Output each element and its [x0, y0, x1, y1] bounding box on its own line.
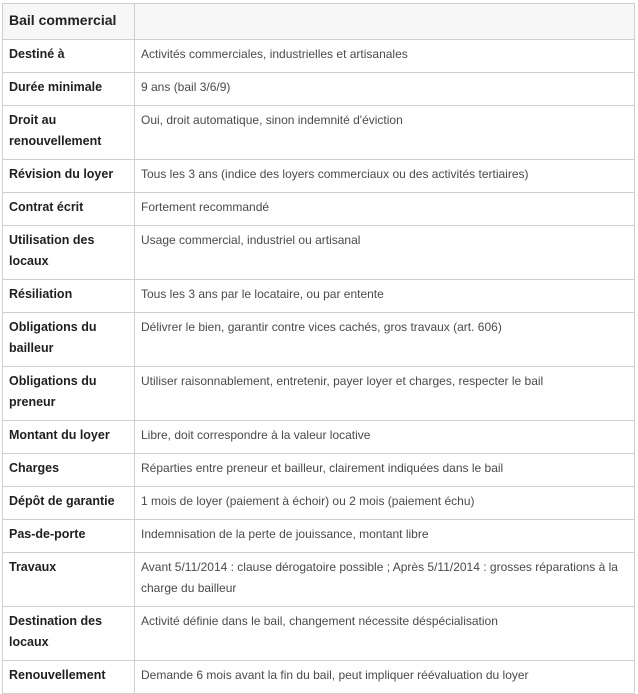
table-row: [3, 40, 635, 73]
table-row: [3, 553, 635, 607]
row-value: Avant 5/11/2014 : clause dérogatoire possible ; Après 5/11/2014 : grosses réparations à la charge du bailleur: [135, 553, 635, 607]
table-title: Bail commercial: [3, 4, 135, 40]
row-label: Droit au renouvellement: [3, 106, 135, 160]
row-label: Pas-de-porte: [3, 520, 135, 553]
row-value: Tous les 3 ans (indice des loyers commerciaux ou des activités tertiaires): [135, 160, 635, 193]
table-row: [3, 160, 635, 193]
row-value: Oui, droit automatique, sinon indemnité d'éviction: [135, 106, 635, 160]
table-container: [2, 3, 635, 694]
row-label: Charges: [3, 454, 135, 487]
table-row: [3, 367, 635, 421]
row-value: 9 ans (bail 3/6/9): [135, 73, 635, 106]
row-label: Obligations du bailleur: [3, 313, 135, 367]
row-value: 1 mois de loyer (paiement à échoir) ou 2 mois (paiement échu): [135, 487, 635, 520]
table-row: [3, 193, 635, 226]
row-label: Travaux: [3, 553, 135, 607]
row-label: Durée minimale: [3, 73, 135, 106]
row-value: Usage commercial, industriel ou artisanal: [135, 226, 635, 280]
row-label: Obligations du preneur: [3, 367, 135, 421]
table-row: [3, 226, 635, 280]
row-label: Dépôt de garantie: [3, 487, 135, 520]
row-label: Utilisation des locaux: [3, 226, 135, 280]
row-value: Délivrer le bien, garantir contre vices cachés, gros travaux (art. 606): [135, 313, 635, 367]
table-row: [3, 73, 635, 106]
row-label: Contrat écrit: [3, 193, 135, 226]
row-value: Tous les 3 ans par le locataire, ou par entente: [135, 280, 635, 313]
row-value: Activité définie dans le bail, changement nécessite déspécialisation: [135, 607, 635, 661]
row-value: Libre, doit correspondre à la valeur locative: [135, 421, 635, 454]
row-value: Utiliser raisonnablement, entretenir, payer loyer et charges, respecter le bail: [135, 367, 635, 421]
row-value: Fortement recommandé: [135, 193, 635, 226]
table-row: [3, 421, 635, 454]
table-row: [3, 280, 635, 313]
table-row: [3, 106, 635, 160]
row-label: Destination des locaux: [3, 607, 135, 661]
table-row: [3, 454, 635, 487]
table-row: [3, 607, 635, 661]
row-label: Résiliation: [3, 280, 135, 313]
table-row: [3, 661, 635, 694]
row-value: Demande 6 mois avant la fin du bail, peut impliquer réévaluation du loyer: [135, 661, 635, 694]
table-row: [3, 520, 635, 553]
row-value: Réparties entre preneur et bailleur, clairement indiquées dans le bail: [135, 454, 635, 487]
table-row: [3, 313, 635, 367]
table-header-empty-cell: [135, 4, 635, 40]
row-label: Révision du loyer: [3, 160, 135, 193]
table-header-row: [3, 4, 635, 40]
row-value: Indemnisation de la perte de jouissance, montant libre: [135, 520, 635, 553]
lease-comparison-table: [2, 3, 635, 694]
row-label: Montant du loyer: [3, 421, 135, 454]
row-label: Destiné à: [3, 40, 135, 73]
row-label: Renouvellement: [3, 661, 135, 694]
row-value: Activités commerciales, industrielles et artisanales: [135, 40, 635, 73]
table-row: [3, 487, 635, 520]
